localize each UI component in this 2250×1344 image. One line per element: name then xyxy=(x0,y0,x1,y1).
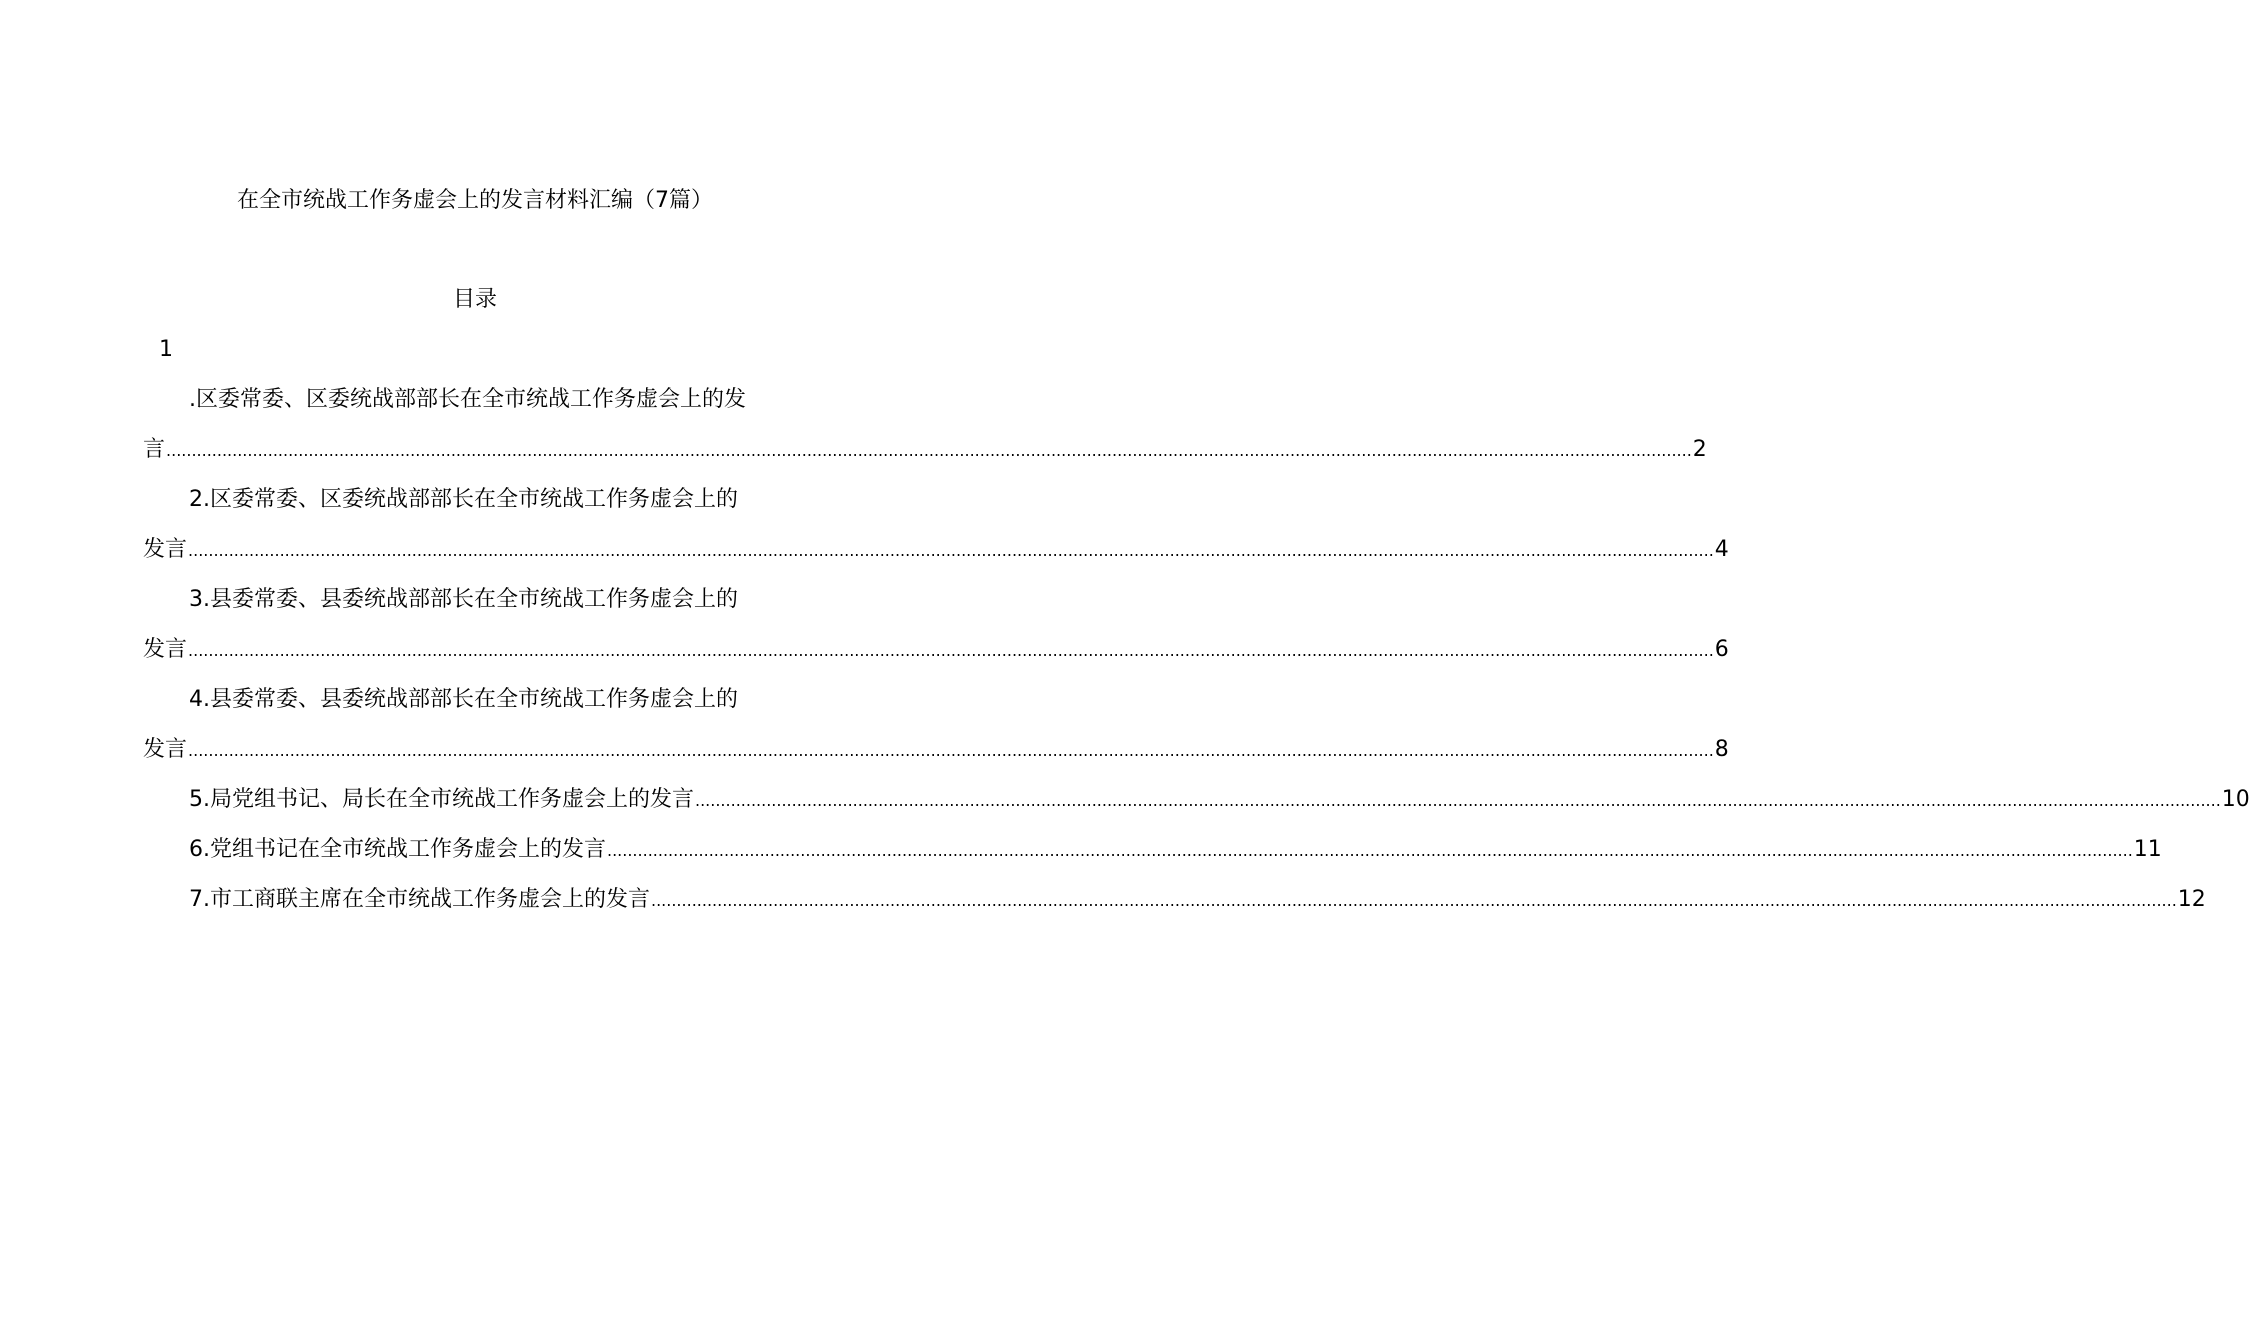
toc-entry-2-page: 4 xyxy=(1714,537,1729,562)
toc-entry-1-line2[interactable] xyxy=(143,435,1707,465)
toc-leader-dots: ............................................................................................................................................................................................................................................................................................................ xyxy=(188,641,1714,660)
toc-entry-3-line1[interactable]: 3.县委常委、县委统战部部长在全市统战工作务虚会上的 xyxy=(189,587,738,612)
toc-leader-dots: ............................................................................................................................................................................................................................................................................................................ xyxy=(188,741,1714,760)
toc-entry-4-line1[interactable]: 4.县委常委、县委统战部部长在全市统战工作务虚会上的 xyxy=(189,687,738,712)
toc-leader-dots: ............................................................................................................................................................................................................................................................................................................ xyxy=(695,791,2221,810)
toc-entry-5-text: 5.局党组书记、局长在全市统战工作务虚会上的发言 xyxy=(189,787,694,812)
document-title: 在全市统战工作务虚会上的发言材料汇编（7篇） xyxy=(237,188,713,213)
toc-entry-4-line2[interactable] xyxy=(143,735,1729,765)
toc-heading: 目录 xyxy=(452,287,497,312)
toc-leader-dots: ............................................................................................................................................................................................................................................................................................................ xyxy=(188,541,1714,560)
toc-entry-3-page: 6 xyxy=(1714,637,1729,662)
toc-entry-7-text: 7.市工商联主席在全市统战工作务虚会上的发言 xyxy=(189,887,650,912)
toc-leader-dots: ............................................................................................................................................................................................................................................................................................................ xyxy=(607,841,2133,860)
toc-leader-dots: ............................................................................................................................................................................................................................................................................................................ xyxy=(166,441,1692,460)
toc-entry-7-page: 12 xyxy=(2177,887,2206,912)
toc-entry-2-line2[interactable] xyxy=(143,535,1729,565)
toc-entry-2-text: 发言 xyxy=(143,537,188,562)
toc-entry-4-text: 发言 xyxy=(143,737,188,762)
toc-entry-5[interactable] xyxy=(189,785,2250,815)
toc-entry-6[interactable] xyxy=(189,835,2162,865)
toc-entry-2-line1[interactable]: 2.区委常委、区委统战部部长在全市统战工作务虚会上的 xyxy=(189,487,738,512)
toc-entry-3-line2[interactable] xyxy=(143,635,1729,665)
toc-entry-3-text: 发言 xyxy=(143,637,188,662)
toc-entry-5-page: 10 xyxy=(2221,787,2250,812)
toc-entry-6-text: 6.党组书记在全市统战工作务虚会上的发言 xyxy=(189,837,606,862)
toc-entry-1-text: 言 xyxy=(143,437,166,462)
toc-entry-1-page: 2 xyxy=(1692,437,1707,462)
toc-leader-dots: ............................................................................................................................................................................................................................................................................................................ xyxy=(651,891,2177,910)
toc-entry-7[interactable] xyxy=(189,885,2206,915)
toc-entry-6-page: 11 xyxy=(2133,837,2162,862)
toc-entry-4-page: 8 xyxy=(1714,737,1729,762)
toc-entry-1-line1[interactable]: .区委常委、区委统战部部长在全市统战工作务虚会上的发 xyxy=(189,387,746,412)
stray-number: 1 xyxy=(159,337,173,362)
